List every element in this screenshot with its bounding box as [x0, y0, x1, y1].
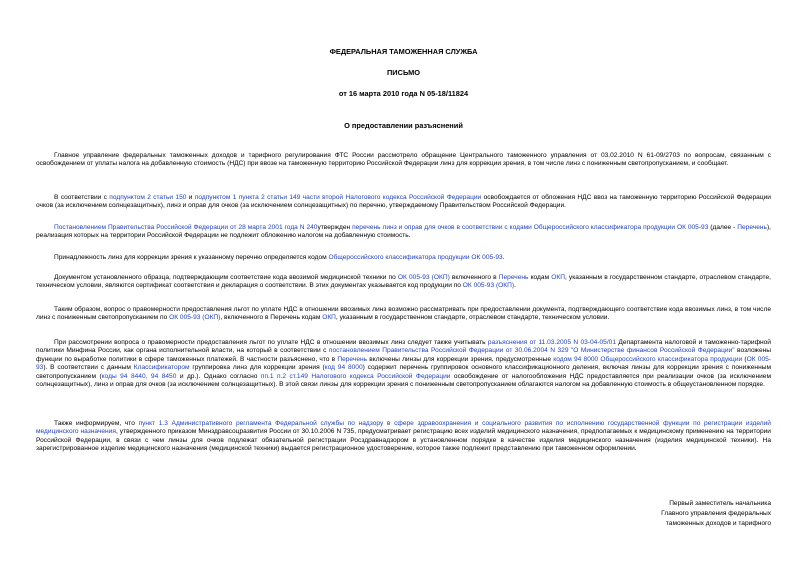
p2-text-c: освобождается от обложения НДС ввоз на таможенную территорию Российской Федерации очков (за исключением солнцезащитных), линз и оправ для очков (за исключением солнцезащитных) по перечню, утверждаемому Правительством Российской Федерации.	[36, 194, 771, 210]
paragraph-3	[36, 224, 771, 241]
p7-link-9[interactable]: пп.1 п.2 ст.149 Налогового кодекса Российской Федерации	[260, 372, 451, 380]
org-title: ФЕДЕРАЛЬНАЯ ТАМОЖЕННАЯ СЛУЖБА	[329, 47, 478, 56]
p2-text-a: В соответствии с	[54, 194, 110, 201]
p3-link-2[interactable]: перечень линз и оправ для очков в соответствии с кодами Общероссийского классификатора продукции ОК 005-93	[352, 224, 709, 231]
p7-link-4[interactable]: кодом 94 8000 Общероссийского классификатора продукции	[553, 355, 743, 363]
p5-text-c: кодам	[528, 274, 552, 281]
p6-link-2[interactable]: ОКП	[322, 314, 336, 322]
p3-text-b: (далее -	[708, 224, 738, 231]
paragraph-4	[36, 254, 771, 262]
p2-text-b: и	[186, 194, 195, 201]
p2-link-2[interactable]: подпунктом 1 пункта 2 статьи 149 части второй Налогового кодекса Российской Федерации	[194, 194, 482, 201]
p7-text-h: ) содержит перечень группировок основного классификационного деления, включая линзы для коррекции зрения с пониженным светопропусканием (	[36, 364, 771, 380]
p7-link-8[interactable]: коды 94 8440, 94 8450	[101, 372, 177, 380]
p7-text-f: ). В соответствии с данным	[43, 364, 134, 372]
p7-text-g: группировка линз для коррекции зрения (	[189, 364, 325, 372]
p4-link-1[interactable]: Общероссийского классификатора продукции ОК 005-93	[328, 254, 503, 261]
signature-line-3: таможенных доходов и тарифного	[665, 520, 771, 527]
p5-link-4[interactable]: ОК 005-93 (ОКП)	[462, 282, 515, 290]
p6-text-a: Таким образом, вопрос о правомерности предоставления льгот по уплате НДС в отношении ввозимых линз возможно рассматривать при предоставлении документа, подтверждающего соответствие кода ввозимых линз, в том числе линз с пониженным светопропусканием по	[36, 306, 771, 322]
paragraph-7	[36, 339, 771, 389]
signature-line-1: Первый заместитель начальника	[669, 500, 771, 507]
p2-link-1[interactable]: подпунктом 2 статьи 150	[109, 194, 187, 201]
p4-text-a: Принадлежность линз для коррекции зрения к указанному перечню определяется кодом	[54, 254, 329, 261]
p5-text-e: .	[514, 282, 516, 290]
p6-text-b: , включенного в Перечень кодам	[220, 314, 323, 322]
p7-text-c: возложены функции по выработке политики в сфере таможенных платежей. В частности разъяснено, что в	[36, 347, 772, 363]
p5-text-a: Документом установленного образца, подтверждающим соответствие кода ввозимой медицинской техники по	[54, 274, 398, 281]
p7-text-e: (	[742, 355, 747, 363]
doc-subject: О предоставлении разъяснений	[344, 121, 463, 130]
p7-text-b: Департамента налоговой и таможенно-тарифной политики Минфина России, как органа исполнительной власти, на который в соответствии с	[36, 339, 771, 355]
p7-link-7[interactable]: код 94 8000	[324, 364, 363, 372]
signature-block	[611, 499, 771, 529]
p7-text-a: При рассмотрении вопроса о правомерности предоставления льгот по уплате НДС в отношении ввозимых линз следует также учитывать	[54, 339, 488, 346]
p7-link-1[interactable]: разъяснения от 11.03.2005 N 03-04-05/01	[487, 339, 617, 346]
p3-link-1[interactable]: Постановлением Правительства Российской Федерации от 28 марта 2001 года N 240	[54, 224, 318, 231]
p6-link-1[interactable]: ОК 005-93 (ОКП)	[169, 314, 221, 322]
p4-text-b: .	[502, 254, 505, 261]
p5-text-b: включенного в	[449, 274, 499, 281]
doc-date: от 16 марта 2010 года N 05-18/11824	[338, 89, 469, 98]
p7-link-5[interactable]: ОК 005-93	[36, 355, 771, 372]
p5-link-2[interactable]: Перечень	[498, 274, 529, 281]
p7-text-d: включены линзы для коррекции зрения, предусмотренные	[367, 355, 554, 363]
p7-text-i: и др.). Однако согласно	[176, 372, 261, 380]
p5-text-d: , указанным в государственном стандарте, отраслевом стандарте, техническом условии, являются сертификат соответствия и декларация о соответствии. В этих документах указывается код продукции по	[36, 274, 771, 290]
doc-type: ПИСЬМО	[387, 68, 420, 77]
p8-text-b: , утвержденного приказом Минздравсоцразвития России от 30.10.2006 N 735, предусматривает регистрацию всех изделий медицинского назначения, предполагаемых к медицинскому применению на территории Российской Федерации, в связи с чем линзы для очков подлежат обязательной регистрации Росздравнадзором в установленном порядке в качестве изделия медицинского назначения (изделия медицинской техники). На зарегистрированное изделие медицинского назначения (медицинской техники) выдается регистрационное удостоверение, которое также подлежит представлению при таможенном оформлении.	[36, 428, 771, 453]
p6-text-c: , указанным в государственном стандарте, отраслевом стандарте, техническом условии.	[335, 314, 610, 322]
p1-text: Главное управление федеральных таможенных доходов и тарифного регулирования ФТС России рассмотрело обращение Центрального таможенного управления от 03.02.2010 N 61-09/2703 по вопросам, связанным с освобождением от уплаты налога на добавленную стоимость (НДС) при ввозе на таможенную территорию Российской Федерации линз для коррекции зрения, в том числе линз с пониженным светопропусканием, и сообщает.	[36, 152, 771, 168]
paragraph-6	[36, 306, 771, 323]
p7-link-2[interactable]: постановлением Правительства Российской Федерации от 30.06.2004 N 329 "О Министерстве финансов Российской Федерации"	[328, 347, 735, 355]
p5-link-3[interactable]: ОКП	[551, 274, 565, 281]
p3-link-3[interactable]: Перечень	[737, 224, 767, 231]
p7-link-3[interactable]: Перечень	[337, 355, 368, 363]
p3-text-c: ), реализация которых на территории Российской Федерации не подлежит обложению налогом на добавленную стоимость.	[36, 224, 771, 240]
p7-link-6[interactable]: Классификатором	[133, 364, 190, 372]
paragraph-1	[36, 152, 771, 169]
paragraph-8	[36, 420, 771, 454]
p8-text-a: Также информируем, что	[54, 420, 139, 427]
p5-link-1[interactable]: ОК 005-93 (ОКП)	[397, 274, 450, 281]
p7-text-j: освобождение от налогообложения НДС предоставляется при реализации очков (за исключением солнцезащитных), линз и оправ для очков (за исключением солнцезащитных). В этой связи линзы для коррекции зрения с пониженным светопропусканием облагаются налогом на добавленную стоимость в общеустановленном порядке.	[36, 372, 772, 389]
paragraph-2	[36, 194, 771, 211]
paragraph-5	[36, 274, 771, 291]
p8-link-1[interactable]: пункт 1.3 Административного регламента Федеральной службы по надзору в сфере здравоохранения и социального развития по исполнению государственной функции по регистрации изделий медицинского назначения	[36, 420, 771, 436]
signature-line-2: Главного управления федеральных	[661, 510, 771, 517]
p3-text-a: утвержден	[317, 224, 353, 231]
